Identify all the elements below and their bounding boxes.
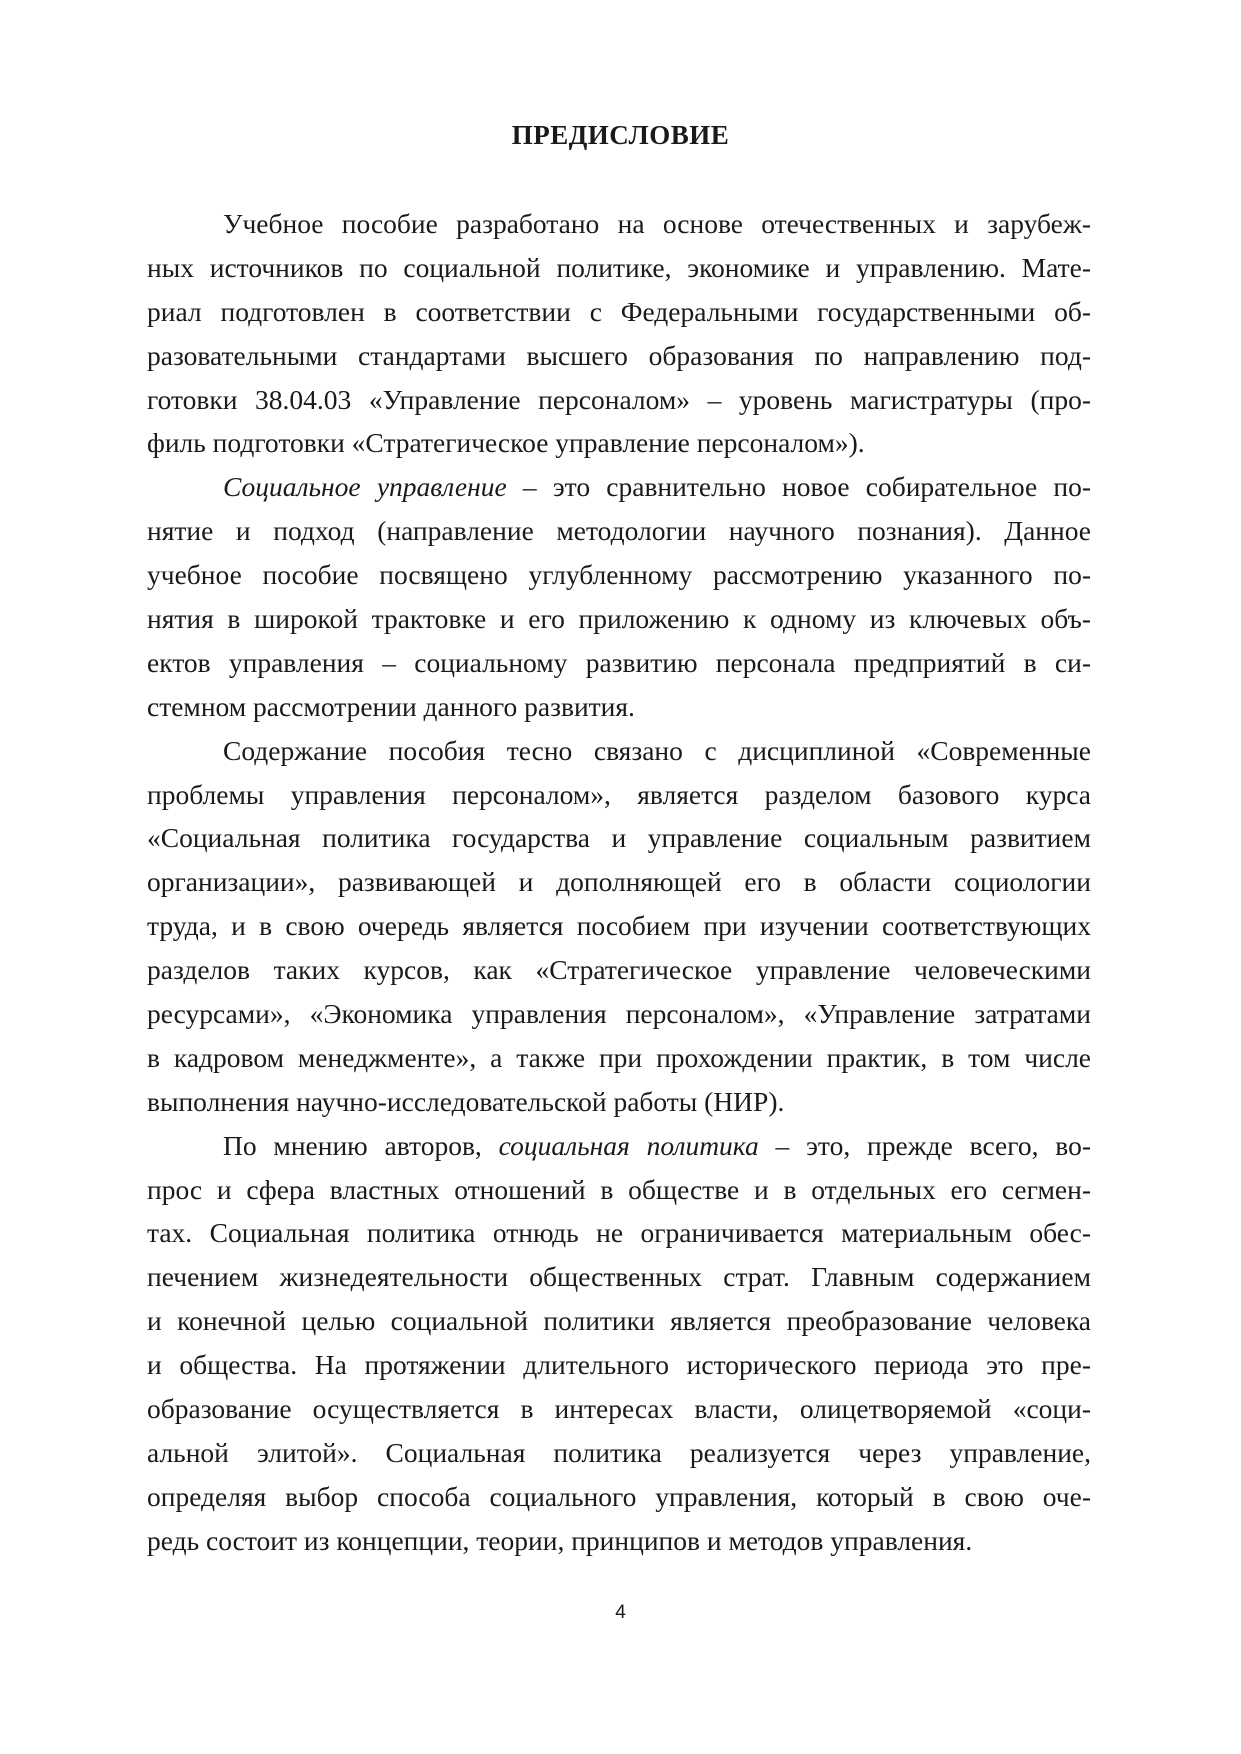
text-segment: тах. Социальная политика отнюдь не ограничивается материальным обес- [147,1217,1091,1249]
text-segment: труда, и в свою очередь является пособием при изучении соответствующих [147,910,1091,942]
text-segment: По мнению авторов, [223,1129,499,1161]
text-line [147,904,1091,948]
text-segment: ектов управления – социальному развитию персонала предприятий в си- [147,646,1091,678]
text-segment: стемном рассмотрении данного развития. [147,690,635,722]
text-segment: нятие и подход (направление методологии научного познания). Данное [147,515,1091,547]
text-segment: определяя выбор способа социального управления, который в свою оче- [147,1480,1091,1512]
text-segment: в кадровом менеджменте», а также при прохождении практик, в том числе [147,1041,1091,1073]
emphasized-term: Социальное управление [223,471,507,503]
text-segment: прос и сфера властных отношений в обществе и в отдельных его сегмен- [147,1173,1091,1205]
text-line [147,1124,1091,1168]
preface-body [147,202,1091,1563]
text-segment: Содержание пособия тесно связано с дисциплиной «Современные [223,734,1091,766]
text-line [147,641,1091,685]
text-segment: проблемы управления персоналом», является разделом базового курса [147,778,1091,810]
text-segment: выполнения научно-исследовательской работы (НИР). [147,1085,785,1117]
text-segment: образование осуществляется в интересах власти, олицетворяемой «соци- [147,1393,1091,1425]
page-number: 4 [615,1602,626,1623]
text-segment: организации», развивающей и дополняющей его в области социологии [147,866,1091,898]
text-line [147,553,1091,597]
text-line [147,1475,1091,1519]
text-segment: учебное пособие посвящено углубленному рассмотрению указанного по- [147,559,1091,591]
text-line [147,1080,1091,1124]
text-segment: филь подготовки «Стратегическое управление персоналом»). [147,427,865,459]
text-segment: разделов таких курсов, как «Стратегическое управление человеческими [147,954,1091,986]
text-line [147,860,1091,904]
text-line [147,1299,1091,1343]
text-line [147,290,1091,334]
text-segment: альной элитой». Социальная политика реализуется через управление, [147,1436,1091,1468]
text-segment: нятия в широкой трактовке и его приложению к одному из ключевых объ- [147,603,1091,635]
text-line [147,597,1091,641]
text-segment: и общества. На протяжении длительного исторического периода это пре- [147,1349,1091,1381]
text-segment: и конечной целью социальной политики является преобразование человека [147,1305,1091,1337]
text-line [147,729,1091,773]
page-title: ПРЕДИСЛОВИЕ [511,120,730,150]
text-line [147,948,1091,992]
text-line [147,378,1091,422]
text-line [147,1211,1091,1255]
text-line [147,246,1091,290]
text-line [147,773,1091,817]
text-line [147,1519,1091,1563]
text-line [147,1036,1091,1080]
text-segment: готовки 38.04.03 «Управление персоналом» – уровень магистратуры (про- [147,383,1091,415]
text-line [147,509,1091,553]
text-line [147,1343,1091,1387]
text-line [147,685,1091,729]
text-line [147,421,1091,465]
text-segment: ных источников по социальной политике, экономике и управлению. Мате- [147,251,1091,283]
text-line [147,816,1091,860]
text-line [147,1168,1091,1212]
text-line [147,992,1091,1036]
text-line [147,202,1091,246]
text-line [147,1431,1091,1475]
text-segment: разовательными стандартами высшего образования по направлению под- [147,339,1091,371]
text-line [147,1255,1091,1299]
text-segment: печением жизнедеятельности общественных страт. Главным содержанием [147,1261,1091,1293]
text-line [147,334,1091,378]
text-segment: Учебное пособие разработано на основе отечественных и зарубеж- [223,208,1091,239]
text-segment: ресурсами», «Экономика управления персоналом», «Управление затратами [147,998,1091,1030]
text-segment: «Социальная политика государства и управление социальным развитием [147,822,1091,854]
text-line [147,1387,1091,1431]
text-segment: – это, прежде всего, во- [758,1129,1091,1161]
text-segment: – это сравнительно новое собирательное по- [506,471,1092,503]
text-segment: редь состоит из концепции, теории, принципов и методов управления. [147,1524,973,1556]
text-line [147,465,1091,509]
emphasized-term: социальная политика [498,1129,759,1161]
text-segment: риал подготовлен в соответствии с Федеральными государственными об- [147,295,1091,327]
